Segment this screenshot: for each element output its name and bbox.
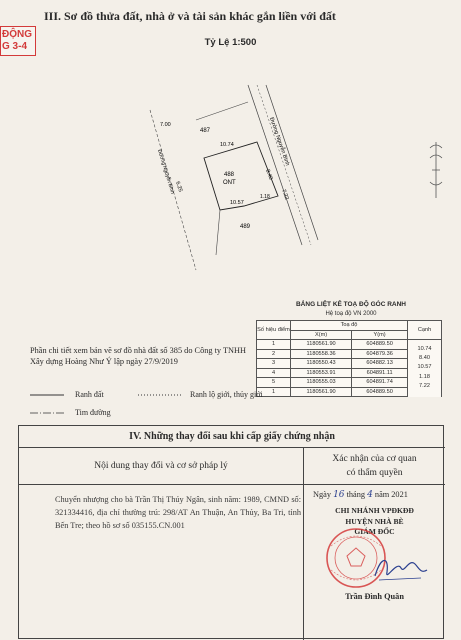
col-right-header xyxy=(304,448,445,484)
coord-cell-y: 604891.74 xyxy=(352,378,408,388)
table-row xyxy=(257,368,442,378)
edge-value: 7.22 xyxy=(419,383,430,390)
coord-cell-point: 5 xyxy=(257,378,291,388)
table-row xyxy=(257,340,442,350)
coord-cell-edge xyxy=(408,349,442,359)
signer-name: Trần Đình Quân xyxy=(345,592,404,601)
plot-dim-1: 10.74 xyxy=(220,142,234,148)
plot-neighbor-south: 489 xyxy=(240,224,251,230)
plot-neighbor-north: 487 xyxy=(200,128,211,134)
date-month-label: tháng xyxy=(346,490,366,499)
coord-cell-edge xyxy=(408,378,442,388)
ornament-icon xyxy=(424,140,448,200)
plot-land-type: ONT xyxy=(223,180,236,186)
coord-cell-x: 1180561.90 xyxy=(291,387,352,397)
plot-road-label-left: Đường Nguyễn Bình xyxy=(156,148,176,195)
coord-cell-point: 3 xyxy=(257,359,291,369)
changes-section xyxy=(18,425,444,639)
note-text: Phần chi tiết xem bản vẽ sơ đồ nhà đất số 385 do Công ty TNHH Xây dựng Hoàng Như Ý lập ngày 27/9/2019 xyxy=(30,346,247,366)
coord-cell-x: 1180558.36 xyxy=(291,349,352,359)
coord-cell-point: 2 xyxy=(257,349,291,359)
coord-cell-edge xyxy=(408,359,442,369)
coord-cell-point: 4 xyxy=(257,368,291,378)
edge-value: 10.74 xyxy=(417,345,432,352)
legend-road-boundary: Ranh lộ giới, thủy giới xyxy=(190,390,263,399)
plot-road-label: Đường Nguyễn Bình xyxy=(268,116,291,167)
edge-value: 1.18 xyxy=(419,373,430,380)
coord-table xyxy=(256,320,442,397)
coord-header-x: X(m) xyxy=(291,330,352,340)
plot-dim-2: 8.40 xyxy=(264,168,274,181)
corner-stamp-line2: G 3-4 xyxy=(2,41,28,52)
coord-cell-y: 604889.50 xyxy=(352,387,408,397)
coord-cell-x: 1180553.91 xyxy=(291,368,352,378)
table-row xyxy=(257,349,442,359)
coord-cell-y: 604891.11 xyxy=(352,368,408,378)
confirmation-date xyxy=(313,490,408,500)
coord-cell-x: 1180550.43 xyxy=(291,359,352,369)
coord-cell-edge xyxy=(408,340,442,350)
coord-cell-edge xyxy=(408,368,442,378)
col-right-header-line1: Xác nhận của cơ quan xyxy=(332,454,417,464)
coord-header-point: Số hiệu điểm xyxy=(257,321,291,340)
coord-cell-y: 604889.50 xyxy=(352,340,408,350)
coord-cell-point: 1 xyxy=(257,387,291,397)
plot-setback-2: 6.25 xyxy=(174,180,184,193)
table-row xyxy=(257,378,442,388)
coord-table-title: BẢNG LIỆT KÊ TOẠ ĐỘ GÓC RANH xyxy=(295,301,407,308)
site-plan xyxy=(120,80,320,280)
date-month: 4 xyxy=(367,490,373,500)
signature-icon xyxy=(371,550,431,586)
boundary-line-icon xyxy=(30,392,64,398)
coord-cell-point: 1 xyxy=(257,340,291,350)
col-left-header: Nội dung thay đổi và cơ sở pháp lý xyxy=(94,461,228,471)
plot-dim-4: 1.18 xyxy=(260,194,270,200)
table-row xyxy=(257,387,442,397)
section-title: III. Sơ đồ thửa đất, nhà ở và tài sản khác gắn liền với đất xyxy=(44,9,336,23)
coord-header-edge: Cạnh xyxy=(408,321,442,340)
agency-line2: HUYỆN NHÀ BÈ xyxy=(345,516,404,526)
coord-cell-x: 1180561.90 xyxy=(291,340,352,350)
coord-table-subtitle: Hệ toạ độ VN 2000 xyxy=(325,311,377,317)
coord-cell-edge xyxy=(408,387,442,397)
coord-header-coord: Toạ độ xyxy=(291,321,408,331)
col-right-header-line2: có thẩm quyền xyxy=(346,468,403,478)
date-day: 16 xyxy=(333,490,345,500)
edge-value: 10.57 xyxy=(417,364,432,371)
legend-centerline: Tim đường xyxy=(75,408,111,417)
coord-cell-x: 1180555.03 xyxy=(291,378,352,388)
road-boundary-line-icon xyxy=(138,392,182,398)
date-year: năm 2021 xyxy=(374,490,408,499)
coord-cell-y: 604882.13 xyxy=(352,359,408,369)
centerline-icon xyxy=(30,410,64,416)
plot-dim-5: 7.22 xyxy=(280,188,290,201)
agency-line3: GIÁM ĐỐC xyxy=(354,527,395,536)
legend-boundary: Ranh đất xyxy=(75,390,104,399)
scale-label: Tỷ Lệ 1:500 xyxy=(204,37,257,48)
plot-setback-1: 7.00 xyxy=(160,122,171,128)
header-divider xyxy=(19,484,445,485)
coord-header-y: Y(m) xyxy=(352,330,408,340)
corner-stamp-line1: ĐỘNG xyxy=(2,29,32,40)
plot-parcel-number: 488 xyxy=(224,172,235,178)
coord-cell-y: 604879.36 xyxy=(352,349,408,359)
change-content: Chuyển nhượng cho bà Trần Thị Thúy Ngân, sinh năm: 1989, CMND số: 321334416, địa chỉ thường trú: 298/AT An Thuận, An Thủy, Ba Tri, tỉnh Bến Tre; theo hồ sơ số 035155.CN.001 xyxy=(55,495,301,530)
agency-line1: CHI NHÁNH VPĐKĐĐ xyxy=(335,506,414,515)
changes-section-title: IV. Những thay đổi sau khi cấp giấy chứng nhận xyxy=(19,426,445,448)
plot-dim-3: 10.57 xyxy=(230,200,244,206)
table-row xyxy=(257,359,442,369)
edge-value: 8.40 xyxy=(419,354,430,361)
date-prefix: Ngày xyxy=(313,490,331,499)
